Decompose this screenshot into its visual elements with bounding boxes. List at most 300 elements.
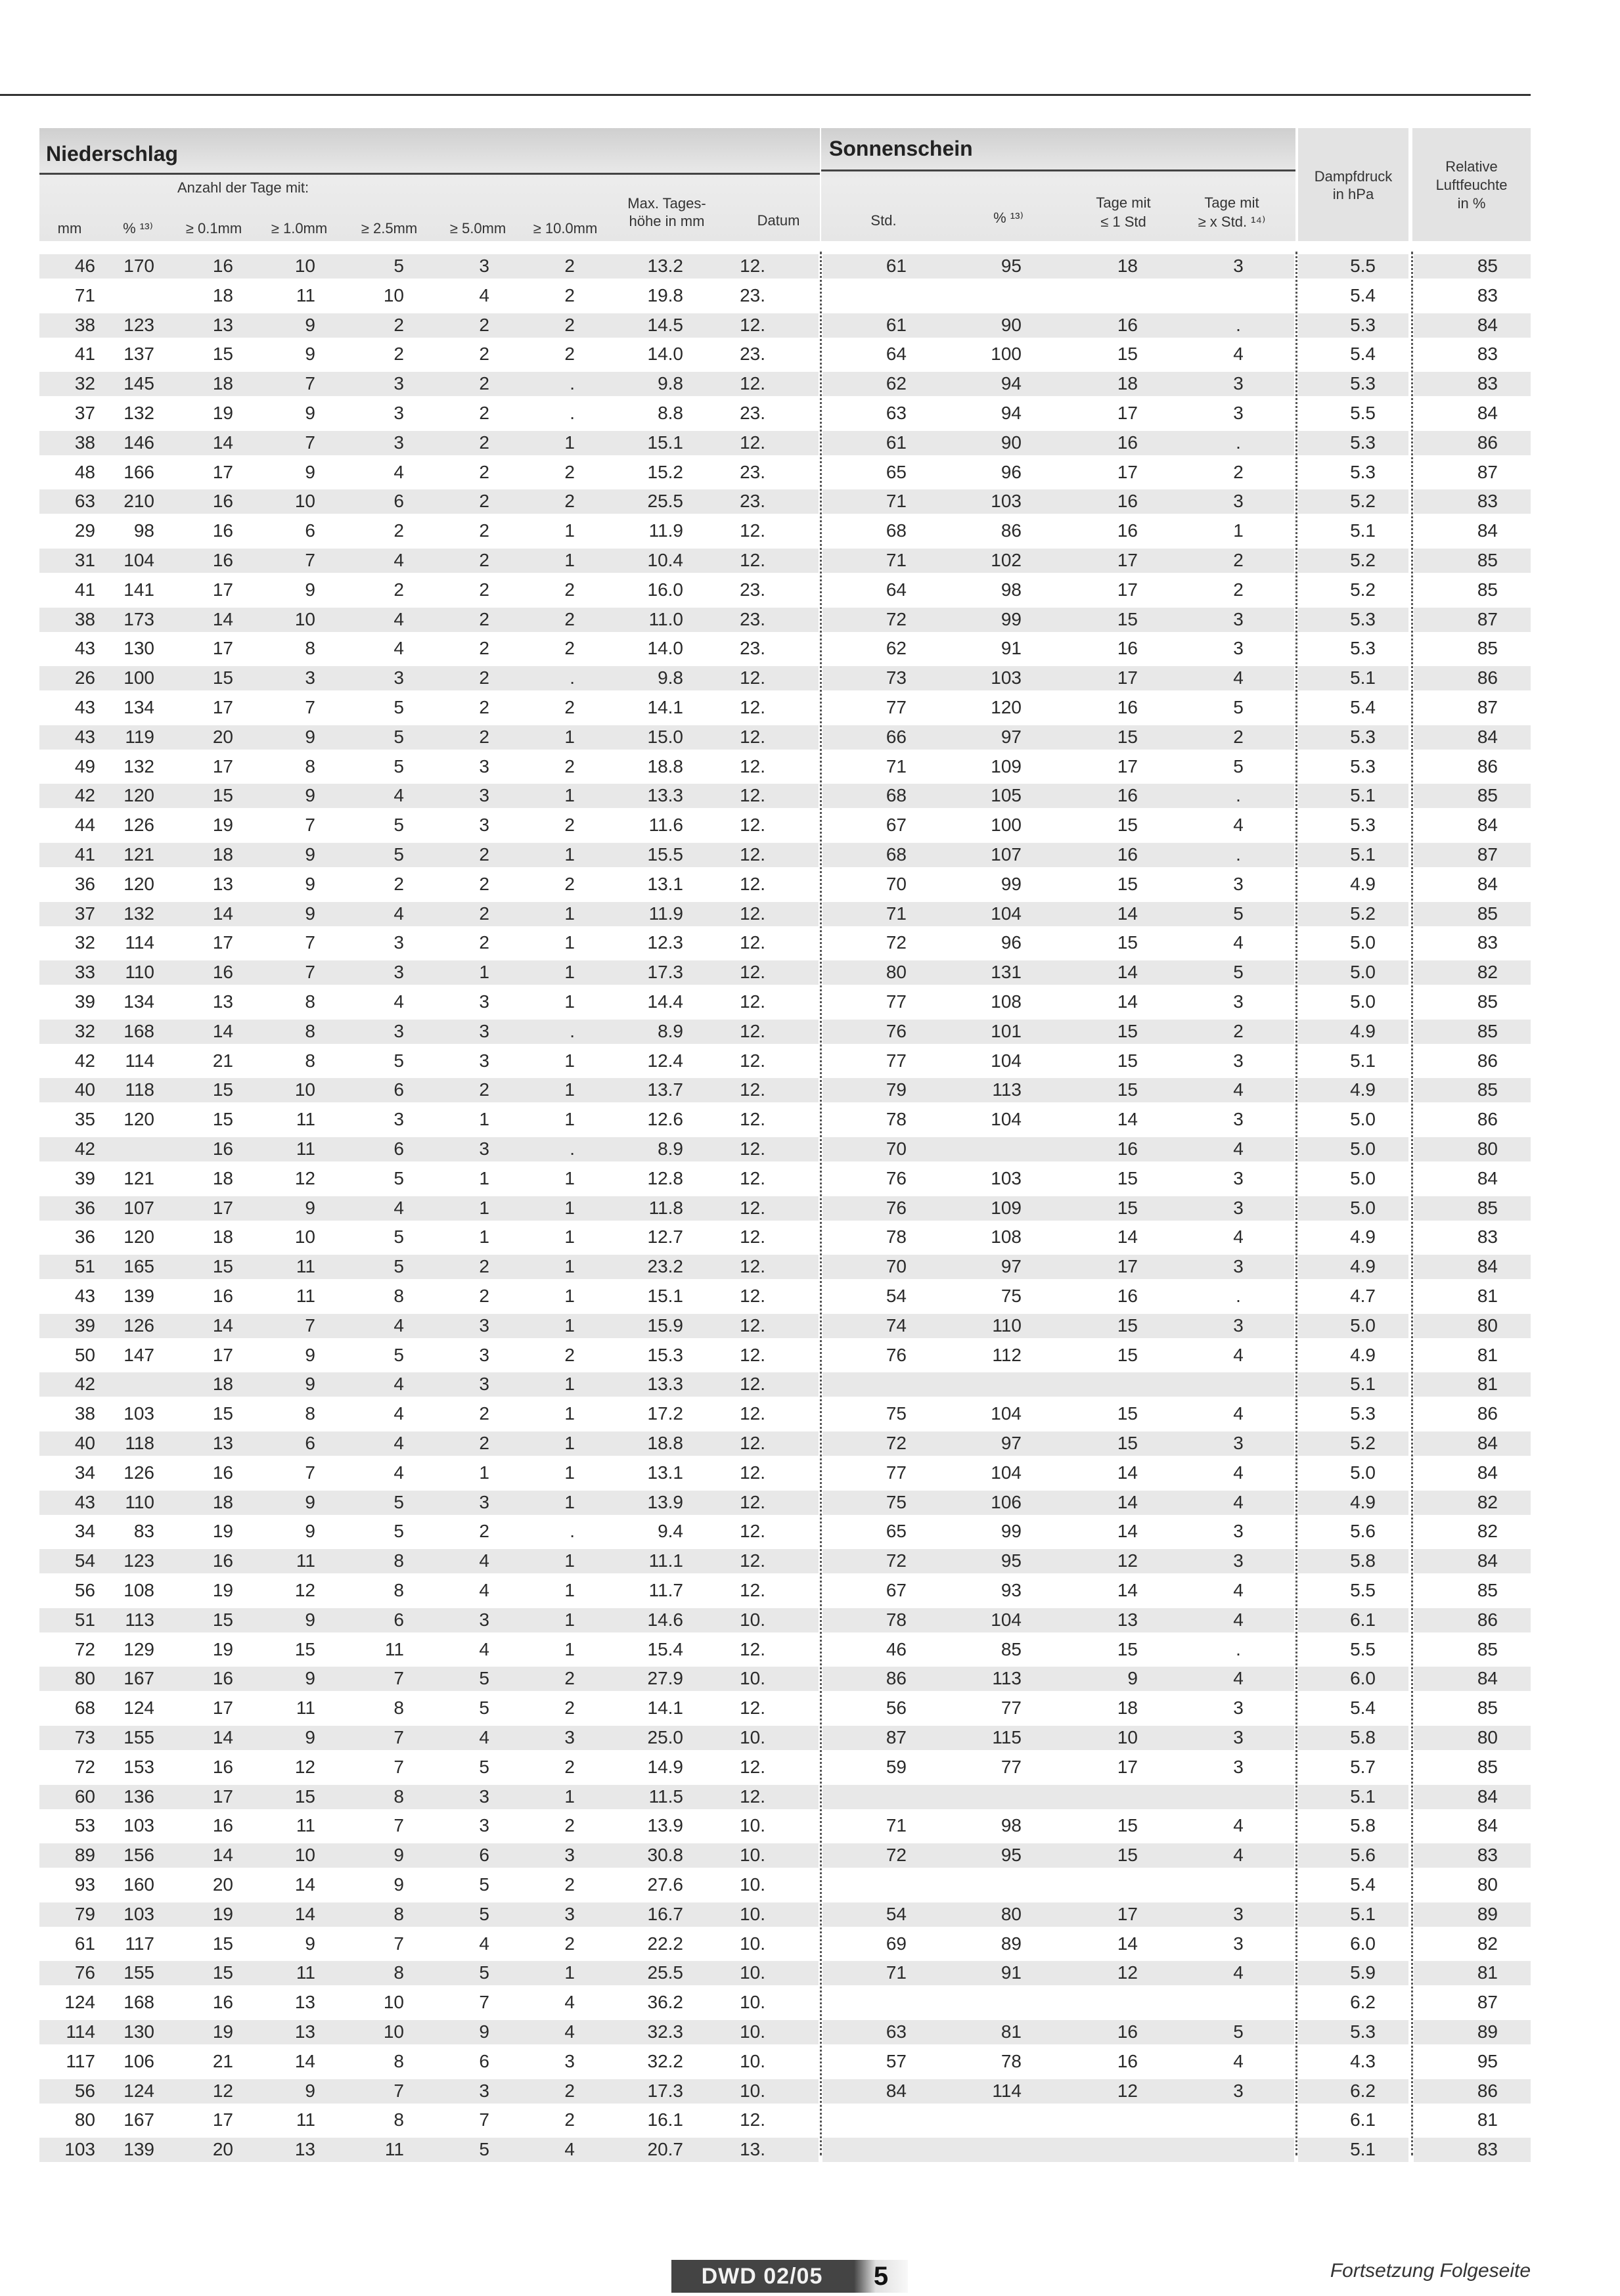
- row-stripe: [39, 489, 819, 514]
- cell-datum: 12.: [740, 1550, 765, 1571]
- cell-sonne-percent: 91: [1001, 638, 1022, 659]
- cell-dampfdruck: 5.4: [1350, 697, 1376, 717]
- cell-tage-ge-1-0: 7: [305, 932, 315, 953]
- cell-tage-ge-10-0: 1: [564, 1638, 575, 1659]
- cell-niederschlag-mm: 61: [74, 1933, 95, 1954]
- cell-tage-ge-1-0: 12: [294, 1580, 315, 1600]
- cell-max-tageshoehe: 11.7: [648, 1580, 683, 1600]
- cell-tage-ge-x-std: 3: [1233, 1727, 1244, 1747]
- cell-tage-ge-5-0: 2: [479, 873, 489, 894]
- cell-tage-ge-x-std: 4: [1233, 1138, 1244, 1159]
- cell-tage-ge-x-std: 4: [1233, 1079, 1244, 1100]
- cell-niederschlag-percent: 156: [124, 1845, 154, 1866]
- cell-tage-ge-1-0: 8: [305, 1050, 315, 1071]
- cell-tage-le-1-std: 17: [1117, 1756, 1138, 1777]
- cell-dampfdruck: 5.1: [1350, 1374, 1376, 1395]
- cell-niederschlag-percent: 134: [124, 697, 154, 717]
- cell-tage-ge-5-0: 3: [479, 1050, 489, 1071]
- cell-sonne-std: 71: [886, 755, 907, 777]
- cell-tage-le-1-std: 10: [1117, 1727, 1138, 1747]
- cell-tage-ge-x-std: .: [1236, 844, 1241, 865]
- cell-tage-le-1-std: 16: [1117, 520, 1138, 541]
- cell-max-tageshoehe: 12.4: [647, 1050, 683, 1071]
- cell-tage-ge-2-5: 4: [394, 1433, 404, 1453]
- cell-tage-ge-x-std: 3: [1233, 403, 1244, 423]
- cell-tage-ge-1-0: 11: [296, 1138, 315, 1159]
- cell-luftfeuchte: 84: [1477, 873, 1498, 894]
- cell-tage-ge-5-0: 2: [479, 550, 489, 570]
- table-row: [0, 2017, 1620, 2047]
- cell-niederschlag-mm: 72: [74, 1756, 95, 1777]
- cell-sonne-percent: 105: [991, 785, 1022, 806]
- cell-niederschlag-mm: 40: [74, 1079, 95, 1100]
- cell-max-tageshoehe: 18.8: [647, 1433, 683, 1453]
- cell-tage-ge-1-0: 8: [305, 991, 315, 1012]
- cell-niederschlag-mm: 34: [74, 1462, 95, 1483]
- cell-tage-ge-0-1: 14: [212, 1845, 233, 1866]
- cell-max-tageshoehe: 11.1: [648, 1550, 683, 1571]
- cell-tage-ge-1-0: 15: [294, 1786, 315, 1807]
- cell-tage-ge-x-std: 1: [1233, 520, 1244, 541]
- cell-dampfdruck: 5.3: [1350, 608, 1376, 629]
- cell-tage-ge-x-std: 4: [1233, 1962, 1244, 1983]
- continue-note: Fortsetzung Folgeseite: [1330, 2260, 1531, 2282]
- cell-dampfdruck: 5.0: [1350, 962, 1376, 983]
- cell-tage-ge-0-1: 18: [212, 1167, 233, 1188]
- cell-tage-ge-2-5: 2: [394, 579, 404, 600]
- cell-max-tageshoehe: 30.8: [647, 1845, 683, 1866]
- cell-luftfeuchte: 82: [1477, 1933, 1498, 1954]
- cell-sonne-std: 77: [886, 991, 907, 1012]
- cell-tage-le-1-std: 15: [1117, 344, 1138, 365]
- table-row: [0, 1311, 1620, 1341]
- cell-tage-ge-0-1: 17: [212, 638, 233, 659]
- cell-datum: 23.: [740, 461, 765, 482]
- cell-dampfdruck: 5.5: [1350, 403, 1376, 423]
- cell-tage-ge-10-0: 3: [564, 1903, 575, 1924]
- cell-datum: 12.: [740, 1050, 765, 1071]
- cell-sonne-percent: 104: [991, 1609, 1022, 1630]
- cell-tage-ge-5-0: 3: [479, 1609, 489, 1630]
- cell-max-tageshoehe: 13.9: [647, 1491, 683, 1512]
- cell-tage-ge-5-0: 2: [479, 638, 489, 659]
- cell-sonne-percent: 77: [1001, 1756, 1022, 1777]
- cell-sonne-std: 67: [886, 815, 907, 836]
- cell-tage-ge-x-std: 3: [1233, 873, 1244, 894]
- cell-datum: 12.: [740, 815, 765, 836]
- cell-tage-le-1-std: 17: [1117, 550, 1138, 570]
- cell-tage-ge-5-0: 5: [479, 2139, 489, 2160]
- cell-sonne-std: 72: [886, 608, 907, 629]
- cell-tage-le-1-std: 15: [1117, 1315, 1138, 1336]
- cell-tage-ge-1-0: 9: [305, 1609, 315, 1630]
- cell-tage-ge-1-0: 7: [305, 697, 315, 717]
- cell-luftfeuchte: 87: [1477, 461, 1498, 482]
- cell-tage-ge-x-std: 3: [1233, 1521, 1244, 1542]
- cell-luftfeuchte: 84: [1477, 314, 1498, 335]
- cell-dampfdruck: 4.9: [1350, 873, 1376, 894]
- cell-luftfeuchte: 86: [1477, 667, 1498, 688]
- cell-tage-ge-5-0: 6: [479, 2050, 489, 2071]
- cell-tage-ge-0-1: 14: [212, 903, 233, 924]
- cell-tage-le-1-std: 15: [1117, 1197, 1138, 1218]
- cell-tage-ge-10-0: 1: [564, 962, 575, 983]
- cell-sonne-std: 70: [886, 873, 907, 894]
- header-ge-5-0mm: ≥ 5.0mm: [449, 220, 506, 236]
- cell-niederschlag-mm: 41: [74, 579, 95, 600]
- cell-tage-ge-5-0: 4: [479, 1933, 489, 1954]
- cell-tage-ge-2-5: 5: [394, 844, 404, 865]
- cell-dampfdruck: 5.1: [1350, 844, 1376, 865]
- cell-sonne-percent: 98: [1001, 579, 1022, 600]
- cell-sonne-percent: 86: [1001, 520, 1022, 541]
- cell-tage-ge-2-5: 7: [394, 1933, 404, 1954]
- cell-datum: 12.: [740, 962, 765, 983]
- cell-niederschlag-mm: 43: [74, 697, 95, 717]
- cell-niederschlag-mm: 39: [74, 991, 95, 1012]
- table-row: [0, 1399, 1620, 1429]
- cell-max-tageshoehe: 15.3: [647, 1344, 683, 1365]
- cell-tage-ge-x-std: 3: [1233, 608, 1244, 629]
- table-row: [0, 311, 1620, 340]
- cell-sonne-std: 78: [886, 1609, 907, 1630]
- cell-tage-ge-2-5: 4: [394, 608, 404, 629]
- table-row: [0, 1811, 1620, 1841]
- cell-datum: 10.: [740, 1874, 765, 1895]
- cell-dampfdruck: 4.9: [1350, 1227, 1376, 1248]
- header-mm: mm: [57, 220, 82, 236]
- cell-niederschlag-mm: 46: [74, 256, 95, 276]
- cell-tage-le-1-std: 17: [1117, 461, 1138, 482]
- cell-tage-ge-5-0: 2: [479, 491, 489, 512]
- cell-tage-ge-2-5: 4: [394, 638, 404, 659]
- cell-max-tageshoehe: 11.6: [648, 815, 683, 836]
- cell-tage-ge-0-1: 14: [212, 1020, 233, 1041]
- cell-tage-ge-1-0: 9: [305, 1521, 315, 1542]
- row-stripe: [39, 2138, 819, 2162]
- cell-tage-ge-0-1: 19: [212, 1638, 233, 1659]
- cell-tage-ge-0-1: 19: [212, 815, 233, 836]
- cell-tage-ge-1-0: 10: [294, 256, 315, 276]
- cell-tage-ge-2-5: 11: [384, 2139, 404, 2160]
- header-tage-le1-1: Tage mit: [1096, 194, 1151, 211]
- cell-tage-ge-5-0: 9: [479, 2021, 489, 2042]
- row-stripe: [39, 1667, 819, 1691]
- cell-max-tageshoehe: 17.3: [647, 962, 683, 983]
- cell-tage-ge-10-0: 1: [564, 903, 575, 924]
- cell-tage-ge-0-1: 16: [212, 1756, 233, 1777]
- header-luftfeuchte-2: Luftfeuchte: [1435, 177, 1508, 193]
- cell-niederschlag-percent: 134: [124, 991, 154, 1012]
- cell-datum: 23.: [740, 403, 765, 423]
- cell-tage-ge-2-5: 10: [383, 1992, 404, 2013]
- cell-tage-ge-10-0: 2: [564, 2109, 575, 2130]
- cell-max-tageshoehe: 25.0: [647, 1727, 683, 1747]
- cell-tage-ge-10-0: 3: [564, 2050, 575, 2071]
- cell-tage-ge-0-1: 15: [212, 1403, 233, 1424]
- cell-tage-ge-1-0: 7: [305, 550, 315, 570]
- cell-sonne-std: 63: [886, 403, 907, 423]
- cell-sonne-percent: 109: [991, 1197, 1022, 1218]
- cell-tage-ge-5-0: 2: [479, 520, 489, 541]
- cell-tage-ge-0-1: 16: [212, 1138, 233, 1159]
- cell-max-tageshoehe: 15.4: [647, 1638, 683, 1659]
- cell-max-tageshoehe: 16.0: [647, 579, 683, 600]
- cell-niederschlag-mm: 43: [74, 726, 95, 747]
- cell-tage-ge-1-0: 9: [305, 1668, 315, 1689]
- cell-sonne-std: [854, 2105, 907, 2135]
- cell-tage-ge-5-0: 1: [479, 1227, 489, 1248]
- cell-datum: 12.: [740, 1374, 765, 1395]
- cell-datum: 12.: [740, 1786, 765, 1807]
- cell-tage-ge-2-5: 4: [394, 991, 404, 1012]
- row-stripe: [39, 2020, 819, 2044]
- header-sun-std: Std.: [870, 212, 897, 229]
- cell-tage-ge-0-1: 16: [212, 1286, 233, 1306]
- cell-sonne-percent: 102: [991, 550, 1022, 570]
- cell-sonne-percent: [953, 1870, 1022, 1900]
- cell-dampfdruck: 5.4: [1350, 344, 1376, 365]
- cell-sonne-percent: [953, 1988, 1022, 2017]
- cell-tage-ge-2-5: 4: [394, 550, 404, 570]
- cell-sonne-std: 78: [886, 1109, 907, 1130]
- cell-tage-ge-x-std: [1215, 1782, 1261, 1812]
- cell-datum: 12.: [740, 755, 765, 777]
- table-row: [0, 458, 1620, 487]
- cell-tage-ge-2-5: 3: [394, 1020, 404, 1041]
- cell-niederschlag-percent: 168: [124, 1020, 154, 1041]
- cell-sonne-std: 86: [886, 1668, 907, 1689]
- cell-tage-ge-5-0: 3: [479, 1138, 489, 1159]
- cell-sonne-std: 75: [886, 1403, 907, 1424]
- cell-datum: 12.: [740, 991, 765, 1012]
- cell-niederschlag-percent: 126: [124, 1315, 154, 1336]
- cell-niederschlag-mm: 42: [74, 1050, 95, 1071]
- cell-datum: 12.: [740, 1580, 765, 1600]
- cell-tage-ge-x-std: 2: [1233, 579, 1244, 600]
- cell-max-tageshoehe: 13.1: [647, 1462, 683, 1483]
- cell-tage-ge-10-0: 1: [564, 1109, 575, 1130]
- cell-tage-ge-5-0: 3: [479, 1020, 489, 1041]
- cell-dampfdruck: 5.9: [1350, 1962, 1376, 1983]
- cell-sonne-percent: 89: [1001, 1933, 1022, 1954]
- cell-tage-ge-1-0: 14: [294, 1903, 315, 1924]
- cell-tage-ge-2-5: 4: [394, 785, 404, 806]
- cell-niederschlag-percent: 121: [124, 844, 154, 865]
- cell-tage-le-1-std: 17: [1117, 667, 1138, 688]
- cell-tage-ge-10-0: 1: [564, 1197, 575, 1218]
- cell-tage-ge-10-0: 1: [564, 726, 575, 747]
- table-row: [0, 605, 1620, 635]
- cell-sonne-std: 54: [886, 1286, 907, 1306]
- cell-tage-ge-1-0: 12: [294, 1756, 315, 1777]
- cell-tage-ge-x-std: 3: [1233, 1050, 1244, 1071]
- cell-tage-ge-0-1: 19: [212, 1580, 233, 1600]
- cell-sonne-percent: 77: [1001, 1698, 1022, 1719]
- cell-tage-ge-5-0: 2: [479, 608, 489, 629]
- table-row: [0, 693, 1620, 723]
- cell-sonne-percent: [953, 2105, 1022, 2135]
- cell-tage-ge-x-std: 4: [1233, 1815, 1244, 1836]
- cell-sonne-percent: 104: [991, 1050, 1022, 1071]
- cell-max-tageshoehe: 8.8: [658, 403, 683, 423]
- cell-sonne-percent: 103: [991, 667, 1022, 688]
- cell-tage-ge-1-0: 9: [305, 1197, 315, 1218]
- cell-tage-le-1-std: 12: [1117, 1550, 1138, 1571]
- cell-sonne-std: 72: [886, 1845, 907, 1866]
- top-rule: [0, 94, 1531, 96]
- row-stripe: [39, 1902, 819, 1927]
- cell-dampfdruck: 4.3: [1350, 2050, 1376, 2071]
- cell-dampfdruck: 5.1: [1350, 667, 1376, 688]
- header-tage-gex-1: Tage mit: [1204, 194, 1259, 211]
- cell-tage-ge-2-5: 5: [394, 256, 404, 276]
- cell-tage-ge-x-std: .: [1236, 1638, 1241, 1659]
- cell-tage-ge-10-0: 2: [564, 1815, 575, 1836]
- table-row: [0, 664, 1620, 693]
- cell-niederschlag-percent: 168: [124, 1992, 154, 2013]
- cell-niederschlag-mm: 48: [74, 461, 95, 482]
- cell-luftfeuchte: 84: [1477, 1786, 1498, 1807]
- cell-sonne-percent: 103: [991, 1167, 1022, 1188]
- cell-tage-ge-5-0: 2: [479, 1256, 489, 1277]
- cell-max-tageshoehe: 14.6: [647, 1609, 683, 1630]
- cell-tage-ge-x-std: 4: [1233, 1609, 1244, 1630]
- cell-luftfeuchte: 89: [1477, 1903, 1498, 1924]
- table-row: [0, 634, 1620, 664]
- table-row: [0, 1429, 1620, 1458]
- cell-tage-ge-1-0: 9: [305, 873, 315, 894]
- cell-niederschlag-percent: 137: [124, 344, 154, 365]
- cell-sonne-std: 64: [886, 579, 907, 600]
- cell-dampfdruck: 5.3: [1350, 373, 1376, 394]
- cell-tage-ge-0-1: 18: [212, 1491, 233, 1512]
- cell-tage-ge-x-std: 2: [1233, 726, 1244, 747]
- cell-tage-ge-5-0: 3: [479, 815, 489, 836]
- cell-tage-ge-x-std: 2: [1233, 461, 1244, 482]
- cell-tage-ge-2-5: 4: [394, 1197, 404, 1218]
- cell-sonne-std: 61: [886, 256, 907, 276]
- cell-niederschlag-mm: 49: [74, 755, 95, 777]
- table-row: [0, 1075, 1620, 1105]
- cell-luftfeuchte: 81: [1477, 1374, 1498, 1395]
- cell-max-tageshoehe: 13.3: [647, 1374, 683, 1395]
- cell-sonne-std: 76: [886, 1020, 907, 1041]
- cell-sonne-percent: 100: [991, 344, 1022, 365]
- cell-tage-ge-1-0: 3: [305, 667, 315, 688]
- cell-tage-ge-x-std: [1215, 1870, 1261, 1900]
- cell-niederschlag-mm: 38: [74, 432, 95, 453]
- cell-max-tageshoehe: 36.2: [647, 1992, 683, 2013]
- cell-datum: 12.: [740, 550, 765, 570]
- cell-tage-ge-10-0: 1: [564, 1550, 575, 1571]
- cell-sonne-percent: 96: [1001, 932, 1022, 953]
- cell-tage-ge-1-0: 10: [294, 1227, 315, 1248]
- cell-tage-ge-x-std: 4: [1233, 932, 1244, 953]
- cell-sonne-std: 66: [886, 726, 907, 747]
- cell-max-tageshoehe: 27.9: [647, 1668, 683, 1689]
- cell-sonne-percent: 75: [1001, 1286, 1022, 1306]
- table-row: [0, 2105, 1620, 2135]
- cell-niederschlag-mm: 42: [74, 785, 95, 806]
- cell-tage-ge-1-0: 9: [305, 844, 315, 865]
- cell-tage-le-1-std: 15: [1117, 815, 1138, 836]
- cell-tage-ge-2-5: 6: [394, 1609, 404, 1630]
- cell-tage-ge-2-5: 8: [394, 1903, 404, 1924]
- cell-tage-ge-2-5: 5: [394, 1521, 404, 1542]
- cell-tage-ge-2-5: 10: [383, 2021, 404, 2042]
- cell-sonne-std: 76: [886, 1197, 907, 1218]
- cell-tage-ge-5-0: 2: [479, 903, 489, 924]
- table-row: [0, 399, 1620, 428]
- cell-tage-ge-0-1: 14: [212, 1727, 233, 1747]
- table-row: [0, 1753, 1620, 1782]
- cell-tage-le-1-std: 15: [1117, 1403, 1138, 1424]
- cell-tage-ge-5-0: 4: [479, 1580, 489, 1600]
- cell-tage-ge-x-std: 3: [1233, 1197, 1244, 1218]
- cell-dampfdruck: 6.0: [1350, 1668, 1376, 1689]
- cell-tage-ge-5-0: 1: [479, 1167, 489, 1188]
- cell-sonne-percent: 94: [1001, 403, 1022, 423]
- cell-datum: 10.: [740, 1903, 765, 1924]
- cell-tage-ge-1-0: 8: [305, 1403, 315, 1424]
- cell-tage-ge-5-0: 5: [479, 1668, 489, 1689]
- cell-dampfdruck: 5.2: [1350, 903, 1376, 924]
- cell-luftfeuchte: 85: [1477, 550, 1498, 570]
- cell-luftfeuchte: 89: [1477, 2021, 1498, 2042]
- cell-tage-ge-1-0: 11: [296, 1815, 315, 1836]
- cell-tage-ge-2-5: 2: [394, 520, 404, 541]
- cell-tage-ge-0-1: 17: [212, 1197, 233, 1218]
- cell-sonne-std: 61: [886, 432, 907, 453]
- cell-datum: 12.: [740, 1521, 765, 1542]
- cell-tage-ge-x-std: 3: [1233, 1933, 1244, 1954]
- cell-luftfeuchte: 81: [1477, 1962, 1498, 1983]
- row-stripe: [39, 2079, 819, 2104]
- cell-niederschlag-mm: 63: [74, 491, 95, 512]
- cell-tage-le-1-std: [1077, 2135, 1138, 2165]
- cell-tage-ge-0-1: 15: [212, 1256, 233, 1277]
- cell-max-tageshoehe: 11.5: [648, 1786, 683, 1807]
- cell-tage-ge-1-0: 9: [305, 1727, 315, 1747]
- cell-tage-ge-1-0: 11: [296, 1109, 315, 1130]
- cell-tage-ge-x-std: .: [1236, 314, 1241, 335]
- header-sun-percent: % ¹³⁾: [993, 210, 1024, 226]
- table-row: [0, 1576, 1620, 1606]
- cell-tage-ge-5-0: 3: [479, 785, 489, 806]
- cell-tage-ge-5-0: 4: [479, 1638, 489, 1659]
- cell-datum: 12.: [740, 903, 765, 924]
- cell-tage-le-1-std: 14: [1117, 1580, 1138, 1600]
- cell-tage-ge-2-5: 8: [394, 1962, 404, 1983]
- cell-tage-ge-1-0: 10: [294, 1079, 315, 1100]
- cell-max-tageshoehe: 23.2: [647, 1256, 683, 1277]
- cell-tage-ge-1-0: 7: [305, 1462, 315, 1483]
- cell-max-tageshoehe: 9.4: [658, 1521, 683, 1542]
- cell-niederschlag-percent: 155: [124, 1962, 154, 1983]
- cell-niederschlag-mm: 79: [74, 1903, 95, 1924]
- cell-niederschlag-mm: 44: [74, 815, 95, 836]
- cell-tage-ge-2-5: 6: [394, 1079, 404, 1100]
- row-stripe: [39, 1491, 819, 1515]
- row-stripe: [39, 1843, 819, 1868]
- table-row: [0, 752, 1620, 782]
- cell-tage-le-1-std: 13: [1117, 1609, 1138, 1630]
- cell-tage-ge-5-0: 2: [479, 1521, 489, 1542]
- cell-tage-ge-0-1: 16: [212, 491, 233, 512]
- cell-dampfdruck: 5.3: [1350, 2021, 1376, 2042]
- cell-tage-ge-2-5: 3: [394, 1109, 404, 1130]
